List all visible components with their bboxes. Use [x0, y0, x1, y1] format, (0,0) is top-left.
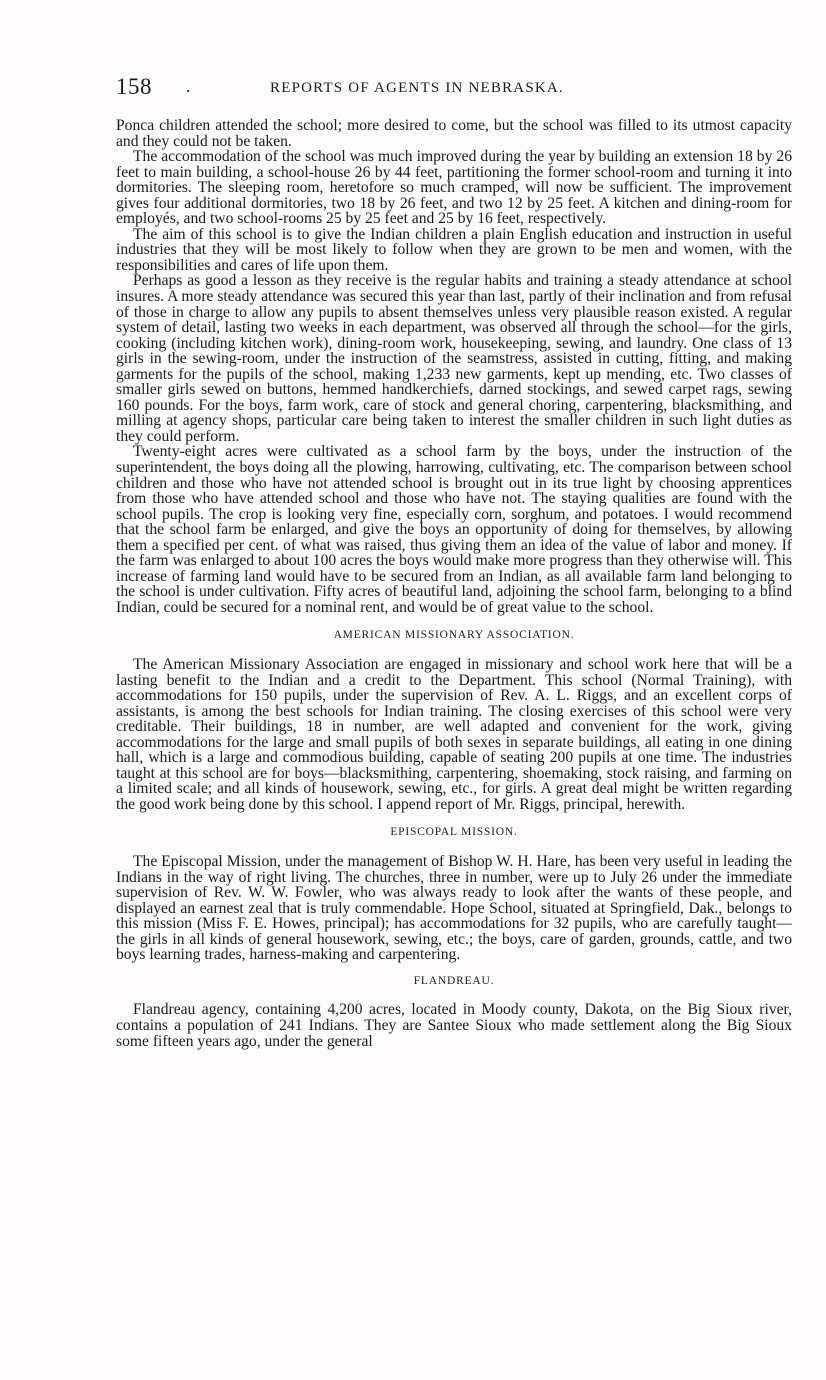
paragraph: The Episcopal Mission, under the management of Bishop W. H. Hare, has been very useful in leading the Indians in the way of right living. The churches, three in number, were up to July 26 under the immediate supervision of Rev. W. W. Fowler, who was always ready to look after the wants of these people, and displayed an earnest zeal that is truly commendable. Hope School, situated at Springfield, Dak., belongs to this mission (Miss F. E. Howes, principal); has accommodations for 32 pupils, who are carefully taught—the girls in all kinds of general housework, sewing, etc.; the boys, care of garden, grounds, cattle, and two boys learning trades, harness-making and carpentering. [116, 853, 792, 964]
section-heading-flandreau: FLANDREAU. [413, 974, 495, 987]
paragraph: Flandreau agency, containing 4,200 acres, located in Moody county, Dakota, on the Big Sioux river, contains a population of 241 Indians. They are Santee Sioux who made settlement along the Big Sioux some fifteen years ago, under the general [116, 1001, 792, 1050]
page-number: 158 [116, 74, 152, 99]
paragraph: The aim of this school is to give the Indian children a plain English education and instruction in useful industries that they will be most likely to follow when they are grown to be men and women, with the responsibilities and cares of life upon them. [116, 225, 792, 274]
paragraph: The accommodation of the school was much improved during the year by building an extension 18 by 26 feet to main building, a school-house 26 by 44 feet, partitioning the former school-room and turning it into dormitories. The sleeping room, heretofore so much cramped, will now be sufficient. The improvement gives four additional dormitories, two 18 by 26 feet, and two 12 by 25 feet. A kitchen and dining-room for employés, and two school-rooms 25 by 25 feet and 25 by 16 feet, respectively. [116, 148, 792, 228]
header-mark: . [186, 76, 191, 96]
paragraph: Perhaps as good a lesson as they receive is the regular habits and training a steady attendance at school insures. A more steady attendance was secured this year than last, partly of their inclination and from refusal of those in charge to allow any pupils to absent themselves unless very plausible reason existed. A regular system of detail, lasting two weeks in each department, was observed all through the school—for the girls, cooking (including kitchen work), dining-room work, housekeeping, sewing, and laundry. One class of 13 girls in the sewing-room, under the instruction of the seamstress, assisted in cutting, fitting, and making garments for the pupils of the school, making 1,233 new garments, kept up mending, etc. Two classes of smaller girls sewed on buttons, hemmed handkerchiefs, darned stockings, and sewed carpet rags, sewing 160 pounds. For the boys, farm work, care of stock and general choring, carpentering, blacksmithing, and milling at agency shops, particular care being taken to interest the smaller children in such light duties as they could perform. [116, 272, 792, 445]
paragraph: The American Missionary Association are engaged in missionary and school work here that will be a lasting benefit to the Indian and a credit to the Department. This school (Normal Training), with accommodations for 150 pupils, under the supervision of Rev. A. L. Riggs, and an excellent corps of assistants, is among the best schools for Indian training. The closing exercises of this school were very creditable. Their buildings, 18 in number, are well adapted and convenient for the work, giving accommodations for the large and small pupils of both sexes in separate buildings, all eating in one dining hall, which is a large and commodious building, capable of seating 200 pupils at one time. The industries taught at this school are for boys—blacksmithing, carpentering, shoemaking, stock raising, and farming on a limited scale; and all kinds of housework, sewing, etc., for girls. A great deal might be written regarding the good work being done by this school. I append report of Mr. Riggs, principal, herewith. [116, 656, 792, 813]
section-heading-american-missionary: AMERICAN MISSIONARY ASSOCIATION. [333, 628, 575, 641]
body-text [116, 118, 792, 1049]
paragraph: Twenty-eight acres were cultivated as a school farm by the boys, under the instruction of the superintendent, the boys doing all the plowing, harrowing, cultivating, etc. The comparison between school children and those who have not attended school is brought out in its true light by choosing apprentices from those who have attended school and those who have not. The staying qualities are found with the school pupils. The crop is looking very fine, especially corn, sorghum, and potatoes. I would recommend that the school farm be enlarged, and give the boys an opportunity of doing for themselves, by allowing them a specified per cent. of what was raised, thus giving them an idea of the value of labor and money. If the farm was enlarged to about 100 acres the boys would make more progress than they otherwise will. This increase of farming land would have to be secured from an Indian, as all available farm land belonging to the school is under cultivation. Fifty acres of beautiful land, adjoining the school farm, belonging to a blind Indian, could be secured for a nominal rent, and would be of great value to the school. [116, 443, 792, 616]
page-header [116, 74, 792, 104]
running-head: REPORTS OF AGENTS IN NEBRASKA. [270, 80, 564, 96]
section-heading-episcopal: EPISCOPAL MISSION. [390, 825, 518, 838]
paragraph: Ponca children attended the school; more desired to come, but the school was filled to its utmost capacity and they could not be taken. [116, 117, 792, 150]
